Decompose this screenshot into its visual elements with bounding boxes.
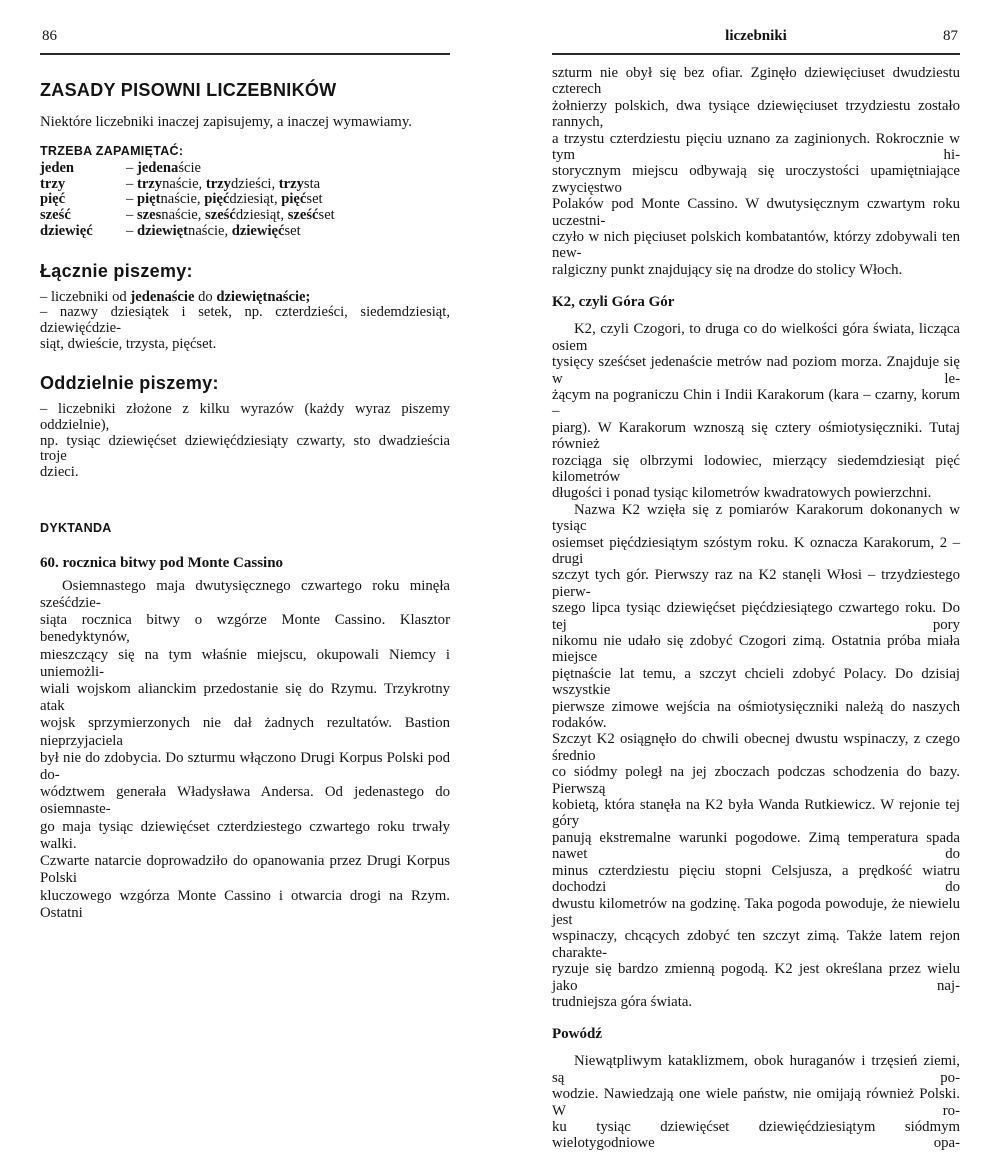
text-line: piętnaście lat temu, a szczyt chcieli zdobyć Polacy. Do dzisiaj wszystkie (552, 665, 960, 699)
text-line: go maja tysiąc dziewięćset czterdziestego czwartego roku trwały walki. (40, 818, 450, 852)
text-line: szturm nie obył się bez ofiar. Zginęło dziewięciuset dwudziestu czterech (552, 65, 960, 98)
text-line: szczyt tych gór. Pierwszy raz na K2 stanęli Włosi – trzydziestego pierw- (552, 567, 960, 600)
text-line: nikomu nie udało się zdobyć Czogori zimą. Ostatnia próba miała miejsce (552, 633, 960, 666)
text-line: – nazwy dziesiątek i setek, np. czterdzieści, siedemdziesiąt, dziewięćdzie- (40, 304, 450, 336)
numeral-forms: – dziewiętnaście, dziewięćset (126, 222, 301, 239)
list-item (40, 192, 450, 208)
text-line: mieszczący się na tym właśnie miejscu, okupowali Niemcy i uniemożli- (40, 646, 450, 680)
text-line: dzieci. (40, 464, 79, 481)
text-line: Osiemnastego maja dwutysięcznego czwartego roku minęła sześćdzie- (40, 577, 450, 612)
remember-heading: TRZEBA ZAPAMIĘTAĆ: (40, 144, 184, 158)
dictation-text-continuation (552, 65, 960, 278)
lacznie-rules (40, 290, 450, 353)
paragraph (552, 1053, 960, 1151)
text-line: – liczebniki złożone z kilku wyrazów (każdy wyraz piszemy oddzielnie), (40, 401, 450, 434)
list-item (40, 224, 450, 240)
paragraph (552, 321, 960, 501)
numeral-forms: – trzynaście, trzydzieści, trzysta (126, 175, 321, 192)
text-line: panują ekstremalne warunki pogodowe. Zimą temperatura spada nawet do (552, 829, 960, 863)
text-line: piarg). W Karakorum wznoszą się cztery ośmiotysięczniki. Tutaj również (552, 419, 960, 453)
numeral-word: pięć (40, 191, 66, 208)
dictation-title-monte-cassino: 60. rocznica bitwy pod Monte Cassino (40, 554, 284, 571)
text-line: K2, czyli Czogori, to druga co do wielkości góra świata, licząca osiem (552, 321, 960, 354)
numeral-word: dziewięć (40, 222, 93, 239)
text-line: osiemset pięćdziesiątym szóstym roku. K oznacza Karakorum, 2 – drugi (552, 534, 960, 567)
running-head-left (40, 28, 450, 47)
paragraph (40, 578, 450, 922)
text-line: ku tysiąc dziewięćset dziewięćdziesiątym siódmym wielotygodniowe opa- (552, 1118, 960, 1152)
numeral-word: sześć (40, 207, 71, 224)
text-line: dwustu kilometrów na godzinę. Taka pogoda powoduje, że niewielu jest (552, 895, 960, 928)
numeral-word: jeden (40, 160, 75, 176)
text-line: siąt, dwieście, trzysta, pięćset. (40, 335, 217, 352)
text-line: kluczowego wzgórza Monte Cassino i otwarcia drogi na Rzym. Ostatni (40, 887, 450, 921)
numeral-forms: – piętnaście, pięćdziesiąt, pięćset (126, 191, 323, 208)
running-head-right (552, 28, 960, 47)
text-line: żącym na pograniczu Chin i Indii Karakorum (kara – czarny, korum – (552, 386, 960, 420)
text-line: – liczebniki od jedenaście do dziewiętnaście; (40, 288, 311, 305)
dictation-title-powodz: Powódź (552, 1026, 602, 1043)
intro-text: Niektóre liczebniki inaczej zapisujemy, a inaczej wymawiamy. (40, 114, 412, 130)
text-line: był nie do zdobycia. Do szturmu włączono Drugi Korpus Polski pod do- (40, 749, 450, 784)
numeral-forms: – szesnaście, sześćdziesiąt, sześćset (126, 207, 335, 224)
page-left (40, 28, 450, 922)
paragraph (552, 502, 960, 1011)
paragraph (40, 305, 450, 352)
text-line: tysięcy sześćset jedenaście metrów nad poziom morza. Znajduje się w le- (552, 354, 960, 387)
text-line: wództwem generała Władysława Andersa. Od jedenastego do osiemnaste- (40, 784, 450, 818)
dictation-text-k2 (552, 321, 960, 1010)
text-line: rozciąga się olbrzymi lodowiec, mierzący siedemdziesiąt pięć kilometrów (552, 452, 960, 485)
text-line: co siódmy poległ na jej zboczach podczas schodzenia do bazy. Pierwszą (552, 764, 960, 797)
text-line: np. tysiąc dziewięćset dziewięćdziesiąty czwarty, sto dwadzieścia troje (40, 432, 450, 465)
text-line: Polaków pod Monte Cassino. W dwutysięcznym czwartym roku uczestni- (552, 196, 960, 229)
chapter-title: ZASADY PISOWNI LICZEBNIKÓW (40, 80, 337, 100)
page-number-left: 86 (42, 28, 57, 44)
text-line: Czwarte natarcie doprowadziło do opanowania przez Drugi Korpus Polski (40, 853, 450, 887)
text-line: żołnierzy polskich, dwa tysiące dziewięciuset trzydziestu zostało rannych, (552, 97, 960, 131)
text-line: Niewątpliwym kataklizmem, obok huraganów i trzęsień ziemi, są po- (552, 1053, 960, 1086)
dictation-text-powodz (552, 1053, 960, 1151)
text-line: ralgiczny punkt znajdujący się na drodze do stolicy Włoch. (552, 261, 903, 278)
text-line: wodzie. Nawiedzają one wiele państw, nie omijają również Polski. W ro- (552, 1086, 960, 1119)
text-line: Szczyt K2 osiągnęło do chwili obecnej dwustu wspinaczy, z czego średnio (552, 731, 960, 764)
text-line: czyło w nich pięciuset polskich kombatantów, którzy zdobywali ten new- (552, 229, 960, 262)
text-line: ryzuje się bardzo zmienną pogodą. K2 jest określana przez wielu jako naj- (552, 961, 960, 994)
oddzielnie-rules (40, 402, 450, 481)
text-line: kobietą, która stanęła na K2 była Wanda Rutkiewicz. W rejonie tej góry (552, 797, 960, 830)
dyktanda-heading: DYKTANDA (40, 520, 112, 535)
text-line: storycznym miejscu odbywają się uroczystości upamiętniające zwycięstwo (552, 163, 960, 196)
text-line: minus czterdziestu pięciu stopni Celsjusza, a prędkość wiatru dochodzi do (552, 862, 960, 896)
paragraph (40, 290, 450, 306)
text-line: trudniejsza góra świata. (552, 993, 693, 1010)
lacznie-heading: Łącznie piszemy: (40, 260, 193, 281)
text-line: Nazwa K2 wzięła się z pomiarów Karakorum dokonanych w tysiąc (552, 501, 960, 535)
running-title: liczebniki (725, 28, 787, 44)
paragraph (552, 65, 960, 278)
numeral-word: trzy (40, 175, 66, 192)
text-line: długości i ponad tysiąc kilometrów kwadratowych powierzchni. (552, 485, 932, 502)
numeral-forms: – jedenaście (126, 160, 202, 176)
paragraph (40, 402, 450, 481)
list-item (40, 177, 450, 193)
text-line: wojsk sprzymierzonych nie dał żadnych rezultatów. Bastion nieprzyjaciela (40, 715, 450, 749)
header-rule-left (40, 53, 450, 55)
list-item (40, 161, 450, 177)
text-line: pierwsze zimowe wejścia na ośmiotysięczniki należą do naszych rodaków. (552, 698, 960, 732)
text-line: siąta rocznica bitwy o wzgórze Monte Cassino. Klasztor benedyktynów, (40, 612, 450, 646)
page-number-right: 87 (943, 28, 958, 44)
page-right (552, 28, 960, 1152)
dictation-text-monte-cassino (40, 578, 450, 922)
text-line: wspinaczy, chcących zdobyć ten szczyt zimą. Także latem rejon charakte- (552, 928, 960, 961)
text-line: wiali wojskom alianckim przedostanie się do Rzymu. Trzykrotny atak (40, 681, 450, 715)
text-line: a trzystu czterdziestu pięciu uznano za zaginionych. Rokrocznie w tym hi- (552, 130, 960, 164)
remember-list (40, 161, 450, 240)
dictation-title-k2: K2, czyli Góra Gór (552, 294, 675, 311)
header-rule-right (552, 53, 960, 55)
oddzielnie-heading: Oddzielnie piszemy: (40, 373, 219, 394)
list-item (40, 208, 450, 224)
text-line: szego lipca tysiąc dziewięćset pięćdziesiątego czwartego roku. Do tej pory (552, 600, 960, 633)
